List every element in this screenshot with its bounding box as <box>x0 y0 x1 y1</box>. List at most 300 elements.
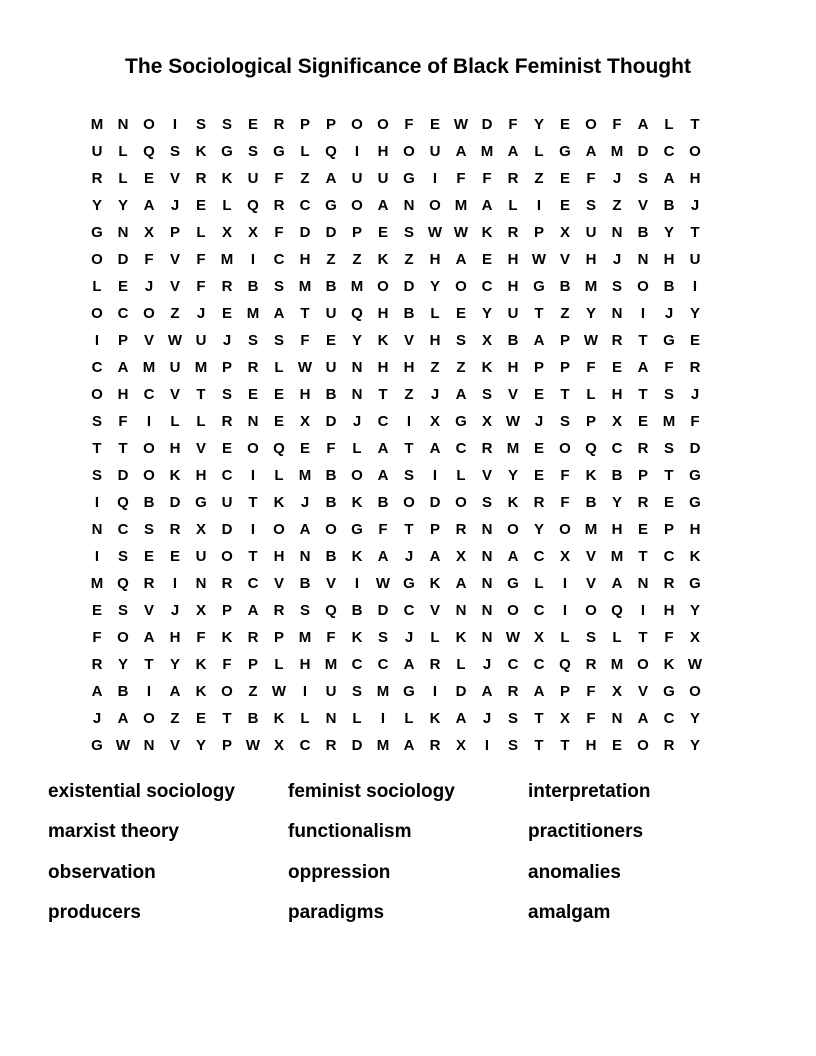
grid-letter: U <box>169 359 181 376</box>
grid-letter: P <box>351 224 362 241</box>
grid-letter: E <box>91 602 102 619</box>
grid-letter: E <box>195 710 206 727</box>
grid-letter: K <box>429 575 441 592</box>
grid-letter: F <box>118 413 128 430</box>
grid-letter: W <box>427 224 443 241</box>
grid-letter: G <box>91 737 103 754</box>
grid-letter: X <box>273 737 284 754</box>
grid-letter: P <box>663 521 674 538</box>
grid-letter: B <box>611 467 623 484</box>
grid-letter: S <box>273 332 284 349</box>
grid-letter: H <box>377 359 389 376</box>
grid-letter: X <box>195 521 206 538</box>
grid-letter: H <box>117 386 129 403</box>
grid-letter: L <box>300 710 310 727</box>
grid-letter: V <box>481 467 492 484</box>
grid-letter: S <box>273 278 284 295</box>
grid-letter: A <box>481 683 493 700</box>
grid-letter: V <box>169 170 180 187</box>
grid-letter: W <box>297 359 313 376</box>
grid-letter: W <box>167 332 183 349</box>
grid-letter: A <box>169 683 181 700</box>
grid-letter: L <box>508 197 518 214</box>
grid-letter: E <box>247 386 258 403</box>
grid-letter: I <box>146 683 152 700</box>
grid-letter: S <box>91 413 102 430</box>
grid-letter: U <box>377 170 389 187</box>
grid-letter: M <box>90 116 104 133</box>
grid-letter: O <box>429 197 441 214</box>
grid-letter: T <box>690 116 700 133</box>
grid-letter: P <box>221 737 232 754</box>
grid-letter: K <box>585 467 597 484</box>
grid-letter: X <box>143 224 154 241</box>
grid-letter: E <box>247 116 258 133</box>
grid-letter: D <box>429 494 441 511</box>
grid-letter: S <box>455 332 466 349</box>
grid-letter: V <box>637 197 648 214</box>
grid-letter: L <box>274 359 284 376</box>
grid-letter: Y <box>689 602 700 619</box>
grid-letter: B <box>637 224 649 241</box>
grid-letter: E <box>143 170 154 187</box>
grid-letter: J <box>352 413 362 430</box>
grid-letter: L <box>456 467 466 484</box>
grid-letter: K <box>481 224 493 241</box>
grid-letter: F <box>274 170 284 187</box>
grid-letter: O <box>559 521 571 538</box>
grid-letter: Q <box>559 656 571 673</box>
grid-letter: L <box>352 710 362 727</box>
grid-letter: M <box>584 521 598 538</box>
grid-letter: S <box>481 494 492 511</box>
grid-letter: C <box>533 656 545 673</box>
grid-letter: I <box>146 413 152 430</box>
grid-letter: D <box>455 683 467 700</box>
grid-letter: T <box>404 521 414 538</box>
grid-letter: E <box>325 332 336 349</box>
page-title: The Sociological Significance of Black Feminist Thought <box>125 55 691 78</box>
grid-letter: J <box>690 386 700 403</box>
grid-letter: F <box>274 224 284 241</box>
grid-letter: G <box>455 413 467 430</box>
grid-letter: P <box>533 224 544 241</box>
grid-letter: O <box>143 467 155 484</box>
grid-letter: J <box>664 305 674 322</box>
grid-letter: J <box>482 710 492 727</box>
grid-letter: O <box>637 278 649 295</box>
grid-letter: G <box>403 170 415 187</box>
grid-letter: H <box>507 359 519 376</box>
grid-letter: J <box>690 197 700 214</box>
grid-letter: K <box>273 710 285 727</box>
grid-letter: O <box>689 143 701 160</box>
grid-letter: F <box>612 116 622 133</box>
grid-letter: K <box>481 359 493 376</box>
grid-letter: A <box>455 143 467 160</box>
grid-letter: N <box>481 602 493 619</box>
grid-letter: I <box>380 710 386 727</box>
grid-letter: X <box>611 413 622 430</box>
grid-letter: Z <box>534 170 544 187</box>
grid-letter: A <box>533 332 545 349</box>
grid-letter: M <box>376 683 390 700</box>
grid-letter: T <box>118 440 128 457</box>
grid-letter: C <box>455 440 467 457</box>
grid-letter: C <box>247 575 259 592</box>
grid-letter: O <box>351 467 363 484</box>
grid-letter: F <box>300 332 310 349</box>
grid-letter: V <box>143 332 154 349</box>
grid-letter: R <box>481 440 493 457</box>
grid-letter: O <box>585 602 597 619</box>
grid-letter: A <box>507 548 519 565</box>
word-list <box>48 776 788 937</box>
grid-letter: V <box>585 575 596 592</box>
grid-letter: S <box>195 116 206 133</box>
grid-letter: A <box>455 251 467 268</box>
grid-letter: R <box>663 575 675 592</box>
grid-letter: E <box>429 116 440 133</box>
grid-letter: O <box>559 440 571 457</box>
grid-letter: A <box>377 197 389 214</box>
grid-letter: O <box>143 305 155 322</box>
grid-letter: Y <box>585 305 596 322</box>
grid-letter: I <box>562 575 568 592</box>
grid-letter: E <box>481 251 492 268</box>
grid-letter: S <box>221 116 232 133</box>
grid-letter: R <box>273 197 285 214</box>
grid-letter: E <box>455 305 466 322</box>
grid-letter: S <box>247 143 258 160</box>
grid-letter: Z <box>248 683 258 700</box>
grid-letter: N <box>611 224 623 241</box>
grid-letter: L <box>118 143 128 160</box>
grid-letter: R <box>221 413 233 430</box>
grid-letter: L <box>92 278 102 295</box>
grid-letter: N <box>611 305 623 322</box>
grid-letter: K <box>507 494 519 511</box>
grid-letter: Q <box>585 440 597 457</box>
grid-letter: K <box>351 629 363 646</box>
grid-letter: O <box>351 197 363 214</box>
grid-letter: M <box>584 278 598 295</box>
grid-letter: P <box>325 116 336 133</box>
grid-letter: T <box>196 386 206 403</box>
grid-letter: F <box>326 629 336 646</box>
grid-letter: X <box>481 332 492 349</box>
grid-letter: P <box>247 656 258 673</box>
grid-letter: U <box>585 224 597 241</box>
grid-letter: E <box>611 737 622 754</box>
grid-letter: F <box>326 440 336 457</box>
grid-letter: S <box>117 602 128 619</box>
grid-letter: B <box>325 278 337 295</box>
grid-letter: K <box>377 251 389 268</box>
grid-letter: G <box>689 467 701 484</box>
grid-letter: J <box>170 602 180 619</box>
grid-letter: N <box>403 197 415 214</box>
grid-letter: V <box>637 683 648 700</box>
grid-letter: R <box>637 440 649 457</box>
grid-letter: J <box>144 278 154 295</box>
grid-letter: O <box>403 494 415 511</box>
grid-letter: P <box>221 602 232 619</box>
grid-letter: J <box>430 386 440 403</box>
grid-letter: V <box>169 251 180 268</box>
grid-letter: N <box>481 629 493 646</box>
grid-letter: S <box>507 737 518 754</box>
grid-letter: E <box>377 224 388 241</box>
grid-letter: P <box>429 521 440 538</box>
grid-letter: A <box>507 143 519 160</box>
grid-letter: D <box>637 143 649 160</box>
grid-letter: G <box>221 143 233 160</box>
grid-letter: I <box>94 548 100 565</box>
grid-letter: W <box>115 737 131 754</box>
grid-letter: E <box>611 359 622 376</box>
grid-letter: X <box>611 683 622 700</box>
grid-letter: S <box>247 332 258 349</box>
grid-letter: H <box>689 521 701 538</box>
grid-letter: B <box>663 197 675 214</box>
grid-letter: C <box>377 656 389 673</box>
grid-letter: S <box>377 629 388 646</box>
grid-letter: O <box>247 440 259 457</box>
grid-letter: Y <box>117 656 128 673</box>
word-list-item: anomalies <box>528 861 621 883</box>
grid-letter: A <box>117 359 129 376</box>
grid-letter: L <box>300 143 310 160</box>
grid-letter: X <box>247 224 258 241</box>
grid-letter: Y <box>689 710 700 727</box>
grid-letter: E <box>221 305 232 322</box>
grid-letter: L <box>274 467 284 484</box>
grid-letter: O <box>403 143 415 160</box>
grid-letter: H <box>585 737 597 754</box>
grid-letter: T <box>92 440 102 457</box>
grid-letter: V <box>169 737 180 754</box>
grid-letter: Q <box>247 197 259 214</box>
grid-letter: R <box>247 629 259 646</box>
grid-letter: I <box>432 683 438 700</box>
grid-letter: X <box>455 548 466 565</box>
grid-letter: Z <box>430 359 440 376</box>
grid-letter: L <box>456 656 466 673</box>
grid-letter: U <box>429 143 441 160</box>
grid-letter: A <box>533 683 545 700</box>
grid-letter: D <box>481 116 493 133</box>
grid-letter: Z <box>404 386 414 403</box>
grid-letter: J <box>482 656 492 673</box>
grid-letter: V <box>325 575 336 592</box>
grid-letter: L <box>404 710 414 727</box>
grid-letter: A <box>403 656 415 673</box>
grid-letter: S <box>299 602 310 619</box>
grid-letter: Z <box>456 359 466 376</box>
grid-letter: P <box>559 683 570 700</box>
grid-letter: S <box>403 224 414 241</box>
grid-letter: R <box>273 116 285 133</box>
grid-letter: H <box>403 359 415 376</box>
grid-letter: H <box>689 170 701 187</box>
grid-letter: F <box>664 629 674 646</box>
grid-letter: H <box>377 143 389 160</box>
grid-letter: Y <box>689 305 700 322</box>
grid-letter: U <box>91 143 103 160</box>
grid-letter: Y <box>169 656 180 673</box>
grid-letter: W <box>505 413 521 430</box>
grid-letter: W <box>505 629 521 646</box>
grid-letter: C <box>299 197 311 214</box>
grid-letter: O <box>143 440 155 457</box>
grid-letter: G <box>663 683 675 700</box>
word-list-item: paradigms <box>288 901 385 923</box>
grid-letter: C <box>221 467 233 484</box>
grid-letter: A <box>585 143 597 160</box>
grid-letter: B <box>325 548 337 565</box>
grid-letter: Y <box>533 521 544 538</box>
grid-letter: E <box>221 440 232 457</box>
grid-letter: F <box>144 251 154 268</box>
grid-letter: K <box>351 494 363 511</box>
grid-letter: D <box>325 224 337 241</box>
grid-letter: H <box>611 521 623 538</box>
grid-letter: M <box>480 143 494 160</box>
grid-letter: P <box>273 629 284 646</box>
grid-letter: D <box>221 521 233 538</box>
grid-letter: M <box>298 467 312 484</box>
grid-letter: S <box>117 548 128 565</box>
grid-letter: I <box>94 332 100 349</box>
grid-letter: H <box>299 251 311 268</box>
grid-letter: A <box>299 521 311 538</box>
grid-letter: N <box>481 521 493 538</box>
grid-letter: B <box>377 494 389 511</box>
grid-letter: P <box>299 116 310 133</box>
grid-letter: G <box>273 143 285 160</box>
grid-letter: E <box>689 332 700 349</box>
grid-letter: U <box>507 305 519 322</box>
grid-letter: A <box>663 170 675 187</box>
grid-letter: V <box>169 386 180 403</box>
grid-letter: W <box>453 224 469 241</box>
grid-letter: K <box>455 629 467 646</box>
grid-letter: O <box>91 251 103 268</box>
grid-letter: F <box>560 494 570 511</box>
grid-letter: R <box>221 575 233 592</box>
grid-letter: W <box>531 251 547 268</box>
grid-letter: H <box>585 251 597 268</box>
grid-letter: R <box>507 170 519 187</box>
grid-letter: C <box>273 251 285 268</box>
grid-letter: F <box>586 359 596 376</box>
grid-letter: B <box>325 467 337 484</box>
grid-letter: R <box>533 494 545 511</box>
grid-letter: Z <box>612 197 622 214</box>
grid-letter: L <box>560 629 570 646</box>
grid-letter: Y <box>507 467 518 484</box>
grid-letter: M <box>506 440 520 457</box>
grid-letter: O <box>455 278 467 295</box>
grid-letter: F <box>92 629 102 646</box>
grid-letter: L <box>430 629 440 646</box>
grid-letter: F <box>664 359 674 376</box>
grid-letter: X <box>195 602 206 619</box>
grid-letter: O <box>637 656 649 673</box>
grid-letter: A <box>377 440 389 457</box>
grid-letter: E <box>299 440 310 457</box>
grid-letter: M <box>90 575 104 592</box>
grid-letter: K <box>195 656 207 673</box>
grid-letter: M <box>298 278 312 295</box>
grid-letter: R <box>455 521 467 538</box>
grid-letter: C <box>663 143 675 160</box>
grid-letter: S <box>91 467 102 484</box>
grid-letter: F <box>196 278 206 295</box>
grid-letter: L <box>118 170 128 187</box>
grid-letter: T <box>534 305 544 322</box>
grid-letter: N <box>351 359 363 376</box>
word-list-item: observation <box>48 861 156 883</box>
grid-letter: H <box>429 251 441 268</box>
grid-letter: C <box>143 386 155 403</box>
grid-letter: T <box>222 710 232 727</box>
grid-letter: A <box>247 602 259 619</box>
grid-letter: G <box>325 197 337 214</box>
grid-letter: M <box>610 656 624 673</box>
grid-letter: P <box>585 413 596 430</box>
grid-letter: Y <box>663 224 674 241</box>
grid-letter: C <box>91 359 103 376</box>
grid-letter: B <box>403 305 415 322</box>
grid-letter: V <box>507 386 518 403</box>
grid-letter: S <box>403 467 414 484</box>
grid-letter: G <box>507 575 519 592</box>
grid-letter: Y <box>481 305 492 322</box>
grid-letter: Q <box>117 575 129 592</box>
grid-letter: H <box>377 305 389 322</box>
grid-letter: C <box>481 278 493 295</box>
grid-letter: U <box>195 332 207 349</box>
grid-letter: N <box>299 548 311 565</box>
grid-letter: E <box>143 548 154 565</box>
grid-letter: A <box>455 710 467 727</box>
grid-letter: Q <box>117 494 129 511</box>
grid-letter: O <box>689 683 701 700</box>
grid-letter: N <box>247 413 259 430</box>
grid-letter: Y <box>351 332 362 349</box>
grid-letter: E <box>533 440 544 457</box>
grid-letter: P <box>169 224 180 241</box>
grid-letter: E <box>195 197 206 214</box>
grid-letter: R <box>429 656 441 673</box>
grid-letter: X <box>299 413 310 430</box>
grid-letter: R <box>637 494 649 511</box>
grid-letter: G <box>663 332 675 349</box>
grid-letter: S <box>637 170 648 187</box>
grid-letter: T <box>144 656 154 673</box>
grid-letter: J <box>196 305 206 322</box>
grid-letter: C <box>117 305 129 322</box>
grid-letter: D <box>351 737 363 754</box>
grid-letter: Y <box>117 197 128 214</box>
grid-letter: L <box>430 305 440 322</box>
grid-letter: E <box>559 197 570 214</box>
grid-letter: T <box>404 440 414 457</box>
grid-letter: S <box>169 143 180 160</box>
grid-letter: C <box>533 548 545 565</box>
